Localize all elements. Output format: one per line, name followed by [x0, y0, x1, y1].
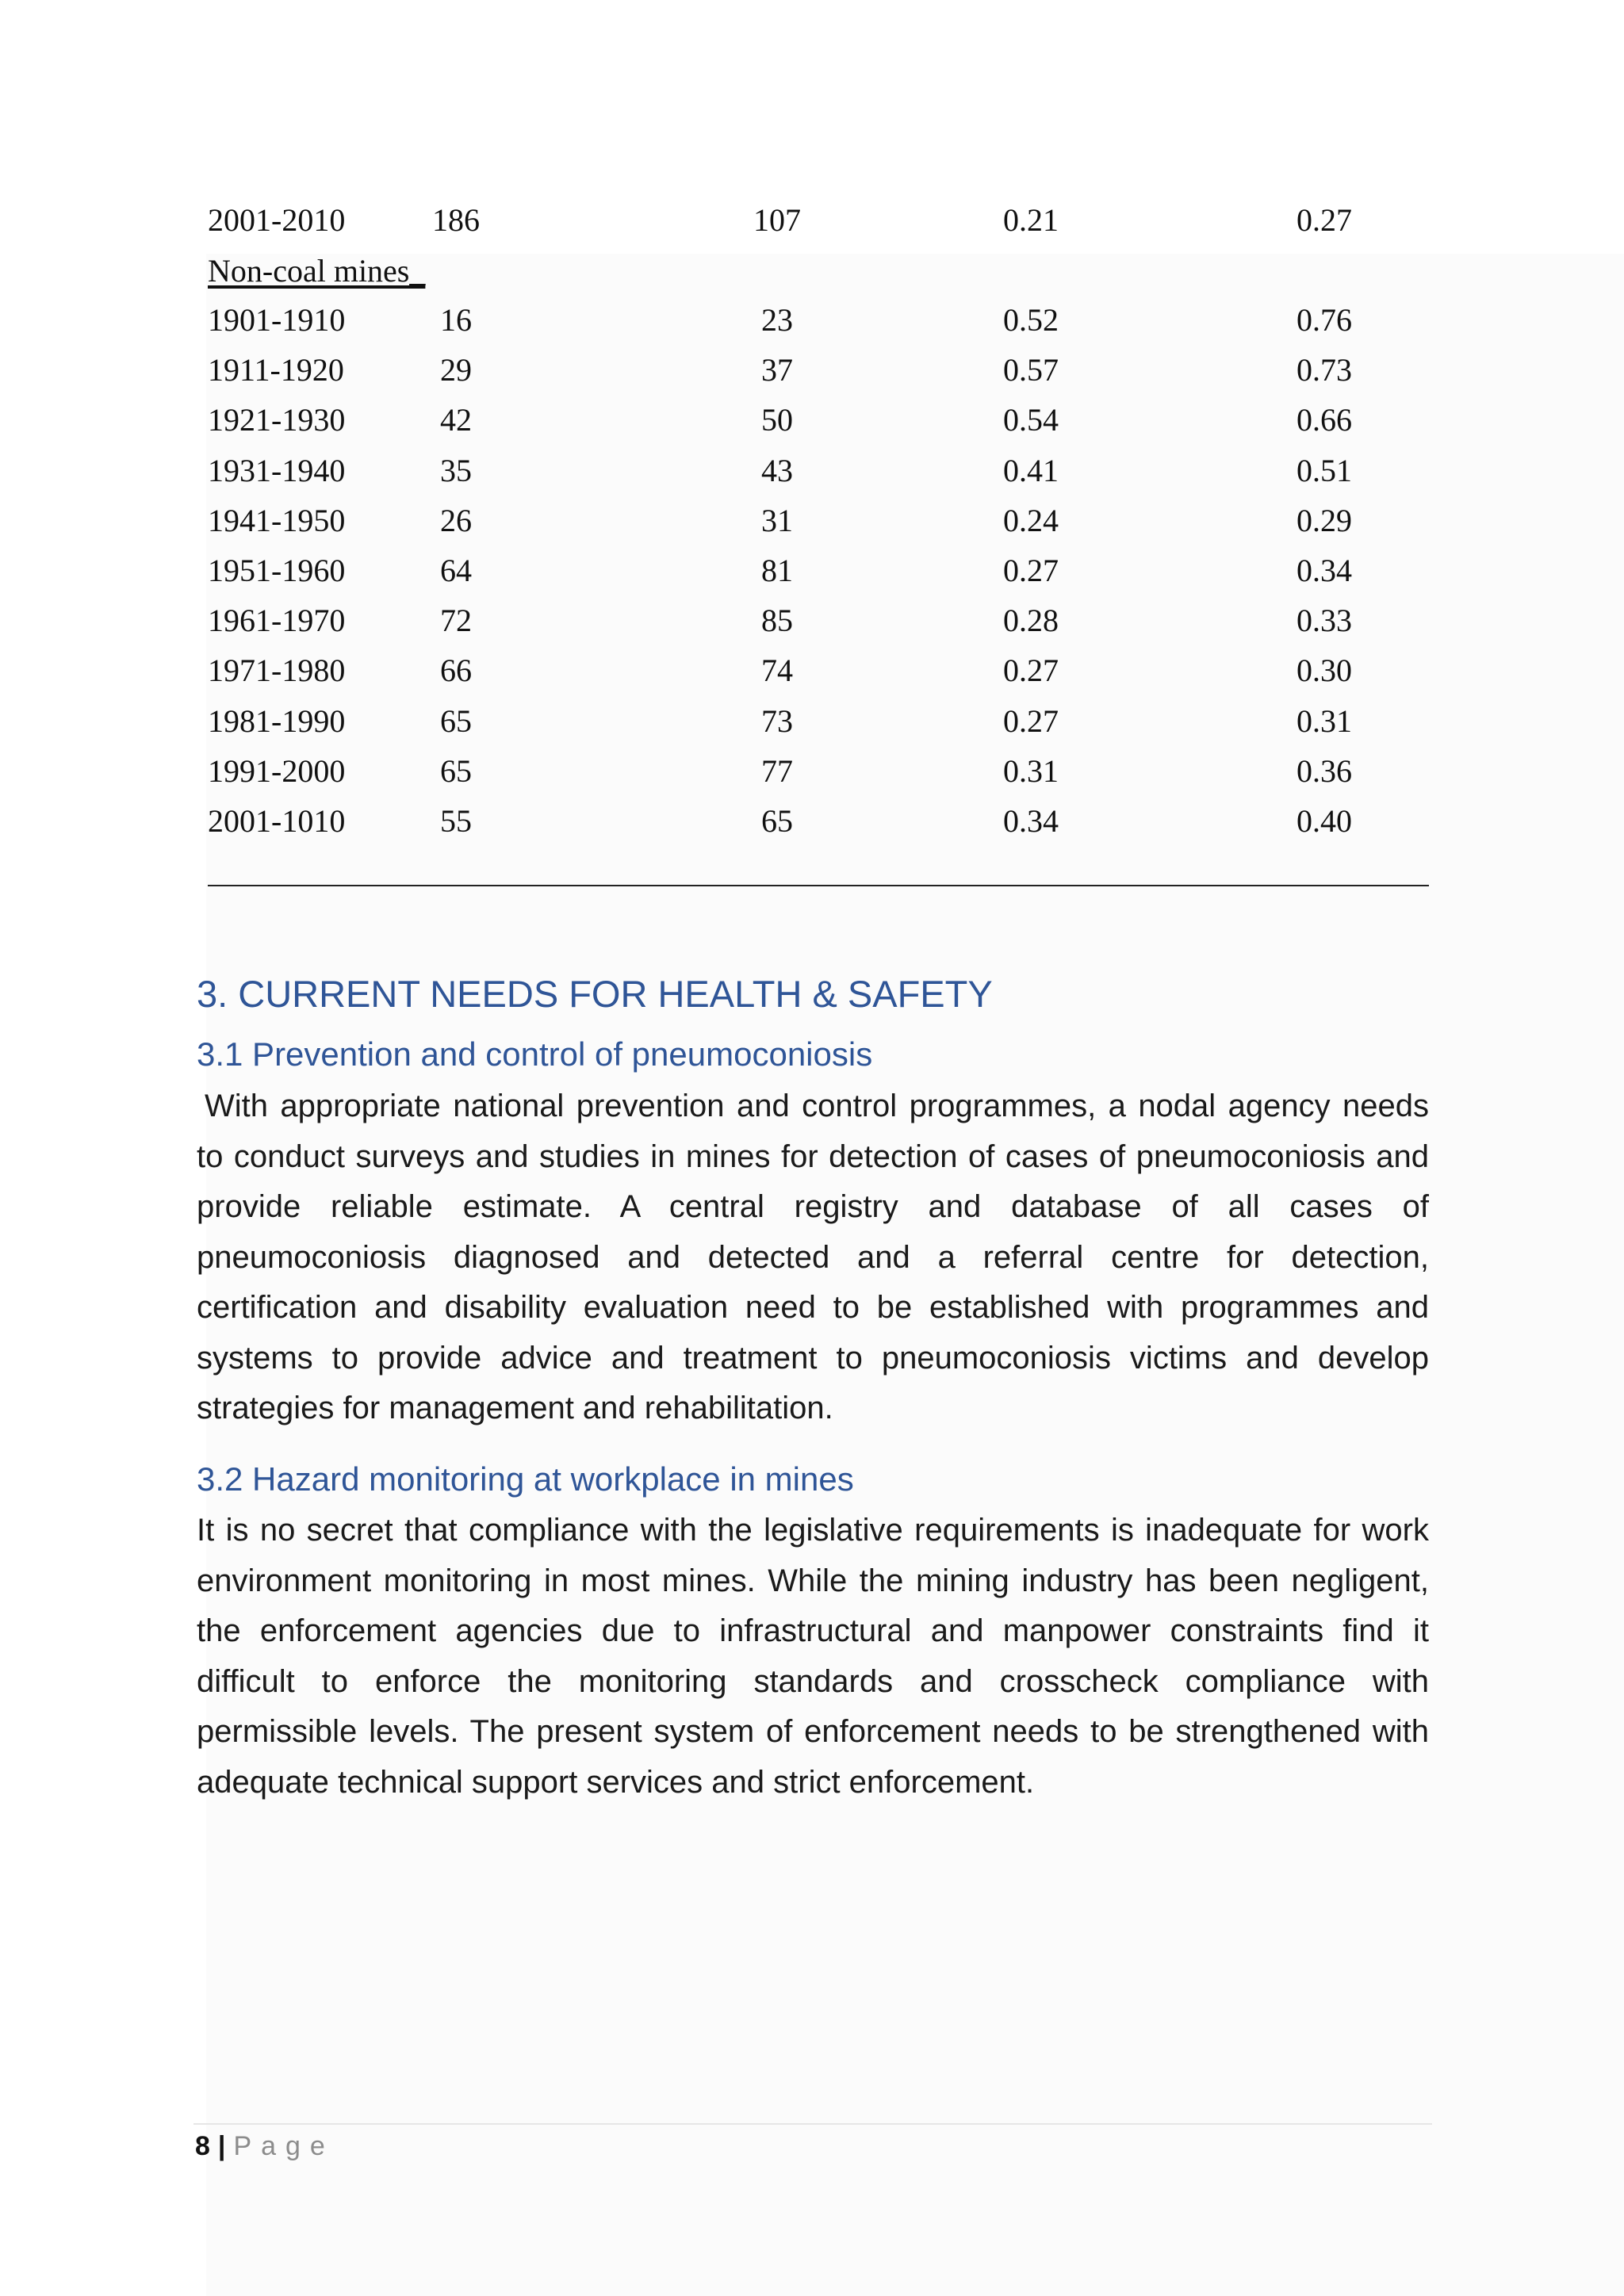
table-cell-value: 29 — [440, 352, 472, 388]
table-cell-period: 1981-1990 — [208, 703, 346, 739]
page-footer — [195, 2131, 335, 2162]
table-cell-period: 1911-1920 — [208, 352, 344, 388]
table-cell-value: 0.73 — [1297, 352, 1352, 388]
table-cell-period: 1931-1940 — [208, 453, 346, 488]
table-cell-value: 85 — [761, 603, 793, 638]
table-cell-value: 73 — [761, 703, 793, 739]
table-cell-value: 0.27 — [1297, 202, 1352, 238]
table-cell-value: 50 — [761, 402, 793, 438]
table-bottom-rule — [208, 885, 1429, 886]
footer-separator: | — [217, 2131, 226, 2161]
table-cell-value: 0.51 — [1297, 453, 1352, 488]
table-cell-value: 0.28 — [1003, 603, 1059, 638]
table-cell-value: 107 — [753, 202, 801, 238]
paragraph-prevention: With appropriate national prevention and control programmes, a nodal agency needs to conduct surveys and studies in mines for detection of cases of pneumoconiosis and provide reliable estimate. A central registry and database of all cases of pneumoconiosis diagnosed and detected and a referral centre for detection, certification and disability evaluation need to be established with programmes and systems to provide advice and treatment to pneumoconiosis victims and develop strategies for management and rehabilitation. — [197, 1089, 1429, 1425]
table-cell-value: 186 — [432, 202, 480, 238]
table-cell-value: 0.41 — [1003, 453, 1059, 488]
table-cell-value: 0.34 — [1297, 553, 1352, 588]
table-cell-period: 1951-1960 — [208, 553, 346, 588]
table-cell-value: 43 — [761, 453, 793, 488]
table-cell-value: 0.31 — [1003, 753, 1059, 789]
table-cell-value: 0.52 — [1003, 302, 1059, 338]
table-cell-value: 55 — [440, 803, 472, 839]
table-cell-period: 2001-2010 — [208, 202, 346, 238]
section-heading: 3. CURRENT NEEDS FOR HEALTH & SAFETY — [197, 973, 993, 1015]
table-cell-period: 1991-2000 — [208, 753, 346, 789]
table-cell-value: 65 — [761, 803, 793, 839]
table-cell-value: 0.57 — [1003, 352, 1059, 388]
table-cell-value: 0.66 — [1297, 402, 1352, 438]
table-cell-period: 1921-1930 — [208, 402, 346, 438]
subsection-heading-hazard-monitoring: 3.2 Hazard monitoring at workplace in mines — [197, 1460, 854, 1498]
table-cell-value: 66 — [440, 652, 472, 688]
table-cell-value: 64 — [440, 553, 472, 588]
table-cell-value: 26 — [440, 503, 472, 538]
page-label: Page — [233, 2131, 335, 2161]
page-number: 8 — [195, 2131, 210, 2161]
table-cell-value: 0.27 — [1003, 652, 1059, 688]
table-cell-value: 77 — [761, 753, 793, 789]
table-cell-period: 1961-1970 — [208, 603, 346, 638]
table-cell-value: 0.40 — [1297, 803, 1352, 839]
table-cell-period: 1971-1980 — [208, 652, 346, 688]
footer-divider — [193, 2123, 1432, 2125]
table-cell-value: 0.24 — [1003, 503, 1059, 538]
table-subheading: Non-coal mines_ — [208, 253, 426, 289]
paragraph-hazard-monitoring: It is no secret that compliance with the legislative requirements is inadequate for work environment monitoring in most mines. While the mining industry has been negligent, the enforcement agencies due to infrastructural and manpower constraints find it difficult to enforce the monitoring standards and crosscheck compliance with permissible levels. The present system of enforcement needs to be strengthened with adequate technical support services and strict enforcement. — [197, 1513, 1429, 1800]
table-cell-value: 0.31 — [1297, 703, 1352, 739]
table-cell-value: 65 — [440, 753, 472, 789]
table-cell-period: 2001-1010 — [208, 803, 346, 839]
table-cell-value: 0.36 — [1297, 753, 1352, 789]
table-cell-value: 37 — [761, 352, 793, 388]
table-cell-value: 23 — [761, 302, 793, 338]
table-cell-value: 16 — [440, 302, 472, 338]
table-cell-value: 0.34 — [1003, 803, 1059, 839]
table-cell-value: 0.27 — [1003, 553, 1059, 588]
table-cell-value: 0.29 — [1297, 503, 1352, 538]
table-cell-value: 72 — [440, 603, 472, 638]
table-cell-value: 81 — [761, 553, 793, 588]
table-cell-period: 1901-1910 — [208, 302, 346, 338]
table-cell-value: 0.54 — [1003, 402, 1059, 438]
table-cell-value: 0.30 — [1297, 652, 1352, 688]
table-cell-value: 0.76 — [1297, 302, 1352, 338]
table-cell-value: 31 — [761, 503, 793, 538]
data-table — [0, 0, 1624, 896]
table-cell-value: 0.21 — [1003, 202, 1059, 238]
table-cell-value: 65 — [440, 703, 472, 739]
table-cell-value: 74 — [761, 652, 793, 688]
table-cell-value: 42 — [440, 402, 472, 438]
subsection-heading-prevention: 3.1 Prevention and control of pneumoconiosis — [197, 1035, 873, 1073]
table-cell-value: 35 — [440, 453, 472, 488]
table-cell-value: 0.27 — [1003, 703, 1059, 739]
table-cell-period: 1941-1950 — [208, 503, 346, 538]
table-cell-value: 0.33 — [1297, 603, 1352, 638]
